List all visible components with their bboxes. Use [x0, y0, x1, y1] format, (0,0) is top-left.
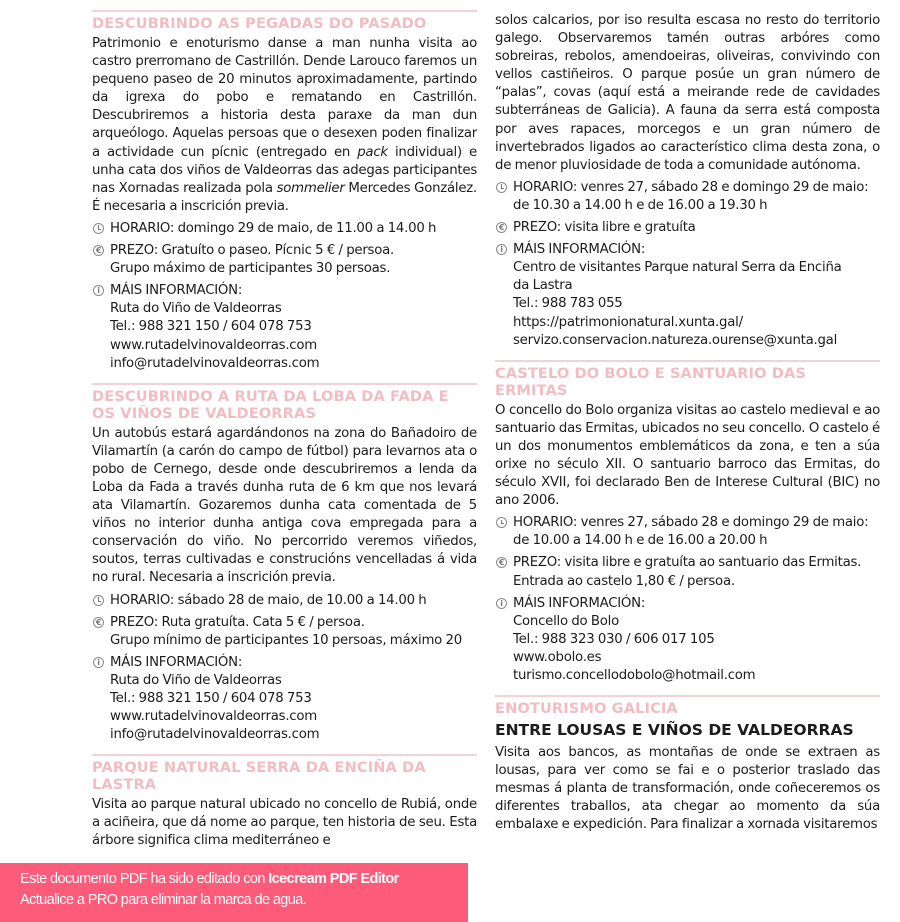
mais-informacion: i MÁIS INFORMACIÓN: Ruta do Viño de Valdeorras Tel.: 988 321 150 / 604 078 753 www.rutadelvinovaldeorras.com info@rutadelvinovaldeorras.com — [92, 654, 477, 744]
section-body: O concello do Bolo organiza visitas ao castelo medieval e ao santuario das Ermitas, ubicados no seu concello. O castelo é un dos monumentos emblemáticos da zona, e ten a súa orixe no século XII. O santuario barroco das Ermitas, do século XVII, foi declarado Ben de Interese Cultural (BIC) no ano 2006. — [495, 402, 880, 509]
section-parque-natural-continued — [495, 0, 880, 350]
website-link[interactable]: https://patrimonionatural.xunta.gal/ — [513, 314, 743, 330]
section-title: ENOTURISMO GALICIA — [495, 700, 678, 718]
section-castelo-do-bolo — [495, 360, 880, 685]
prezo-info: € PREZO: visita libre e gratuíta — [495, 219, 880, 237]
section-title: DESCUBRINDO A RUTA DA LOBA DA FADA E OS VIÑOS DE VALDEORRAS — [92, 387, 449, 422]
watermark-banner — [0, 863, 468, 922]
section-divider — [92, 383, 477, 385]
clock-icon — [93, 595, 104, 606]
section-parque-natural — [92, 754, 477, 850]
email-link[interactable]: servizo.conservacion.natureza.ourense@xunta.gal — [513, 332, 838, 348]
website-link[interactable]: www.rutadelvinovaldeorras.com — [110, 709, 317, 725]
prezo-info: € PREZO: Gratuíto o paseo. Pícnic 5 € / persoa. Grupo máximo de participantes 30 persoas. — [92, 242, 477, 278]
section-loba-da-fada — [92, 383, 477, 745]
info-icon: i — [496, 598, 507, 609]
section-body: solos calcarios, por iso resulta escasa no resto do territorio galego. Observaremos tamén outras arbóres como sobreiras, rebolos, amendoeiras, oliveiras, convivindo con vellos castiñeiros. O parque posúe un gran número de “palas”, covas (aquí está a meirande rede de cavidades subterráneas de Galicia). A fauna da serra está composta por aves rapaces, morcegos e un gran número de invertebrados ligados ao característico clima desta zona, o de menor pluviosidade de toda a comunidade autónoma. — [495, 13, 880, 173]
email-link[interactable]: turismo.concellodobolo@hotmail.com — [513, 668, 756, 683]
website-link[interactable]: www.rutadelvinovaldeorras.com — [110, 337, 317, 353]
section-enoturismo-galicia — [495, 695, 880, 834]
section-body: Un autobús estará agardándonos na zona do Bañadoiro de Vilamartín (a carón do campo de fútbol) para levarnos ata o pobo de Cernego, desde onde descubriremos a lenda da Loba da Fada a través dunha ruta de 6 km que nos levará ata Vilamartín. Gozaremos dunha cata comentada de 5 viños no interior dunha antiga cova empregada para a conservación do viño. No percorrido veremos viñedos, soutos, terras cultivadas e construcións vencelladas á vida no rural. Necesaria a inscrición previa. — [92, 425, 477, 586]
horario-info: HORARIO: sábado 28 de maio, de 10.00 a 14.00 h — [92, 592, 477, 610]
info-icon: i — [496, 244, 507, 255]
horario-info: HORARIO: domingo 29 de maio, de 11.00 a 14.00 h — [92, 220, 477, 238]
section-divider — [92, 754, 477, 756]
email-link[interactable]: info@rutadelvinovaldeorras.com — [110, 355, 320, 371]
mais-informacion: i MÁIS INFORMACIÓN: Ruta do Viño de Valdeorras Tel.: 988 321 150 / 604 078 753 www.rutadelvinovaldeorras.com info@rutadelvinovaldeorras.com — [92, 282, 477, 372]
left-column — [20, 0, 477, 922]
website-link[interactable]: www.obolo.es — [513, 649, 602, 665]
section-divider — [92, 10, 477, 12]
section-pegadas-pasado — [92, 0, 477, 373]
info-icon: i — [93, 657, 104, 668]
watermark-line-1: Este documento PDF ha sido editado con Icecream PDF Editor — [20, 870, 399, 887]
prezo-info: € PREZO: visita libre e gratuíta ao santuario das Ermitas. Entrada ao castelo 1,80 € / persoa. — [495, 554, 880, 590]
info-icon: i — [93, 285, 104, 296]
right-column — [495, 0, 880, 922]
watermark-line-2: Actualice a PRO para eliminar la marca de agua. — [20, 891, 307, 908]
clock-icon — [93, 223, 104, 234]
mais-informacion: i MÁIS INFORMACIÓN: Centro de visitantes Parque natural Serra da Enciña da Lastra Tel.: 988 783 055 https://patrimonionatural.xunta.gal/ servizo.conservacion.natureza.ourense@xunta.gal — [495, 241, 880, 350]
section-subtitle: ENTRE LOUSAS E VIÑOS DE VALDEORRAS — [495, 721, 854, 740]
mais-informacion: i MÁIS INFORMACIÓN: Concello do Bolo Tel.: 988 323 030 / 606 017 105 www.obolo.es turismo.concellodobolo@hotmail.com — [495, 595, 880, 685]
section-body: Visita ao parque natural ubicado no concello de Rubiá, onde a aciñeira, que dá nome ao parque, ten historia de seu. Esta árbore significa clima mediterráneo e — [92, 797, 477, 849]
section-title: PARQUE NATURAL SERRA DA ENCIÑA DA LASTRA — [92, 759, 426, 794]
section-title: CASTELO DO BOLO E SANTUARIO DAS ERMITAS — [495, 364, 806, 399]
horario-info: HORARIO: venres 27, sábado 28 e domingo 29 de maio: de 10.30 a 14.00 h e de 16.00 a 19.30 h — [495, 179, 880, 215]
section-body: Visita aos bancos, as montañas de onde se extraen as lousas, para ver como se fai e o posterior traslado das mesmas á planta de transformación, onde coñeceremos os diferentes traballos, ata chegar ao momento da súa embalaxe e expedición. Para finalizar a xornada visitaremos — [495, 745, 880, 833]
section-divider — [495, 695, 880, 697]
euro-icon: € — [496, 222, 507, 233]
euro-icon: € — [93, 617, 104, 628]
section-title: DESCUBRINDO AS PEGADAS DO PASADO — [92, 15, 427, 32]
euro-icon: € — [496, 557, 507, 568]
euro-icon: € — [93, 245, 104, 256]
prezo-info: € PREZO: Ruta gratuíta. Cata 5 € / persoa. Grupo mínimo de participantes 10 persoas, máximo 20 — [92, 614, 477, 650]
horario-info: HORARIO: venres 27, sábado 28 e domingo 29 de maio: de 10.00 a 14.00 h e de 16.00 a 20.00 h — [495, 514, 880, 550]
section-divider — [495, 360, 880, 362]
email-link[interactable]: info@rutadelvinovaldeorras.com — [110, 727, 320, 743]
watermark-brand: Icecream PDF Editor — [268, 870, 399, 887]
clock-icon — [496, 517, 507, 528]
clock-icon — [496, 182, 507, 193]
section-body: Patrimonio e enoturismo danse a man nunha visita ao castro prerromano de Castrillón. Dende Larouco faremos un pequeno paseo de 20 minutos aproximadamente, partindo da igrexa do pobo e rematando en Castrillón. Descubriremos a historia desta paraxe da man dun arqueólogo. Aquelas persoas que o desexen poden finalizar a actividade cun pícnic (entregado en pack individual) e unha cata dos viños de Valdeorras das adegas participantes nas Xornadas realizada pola sommelier Mercedes González. É necesaria a inscrición previa. — [92, 36, 477, 214]
